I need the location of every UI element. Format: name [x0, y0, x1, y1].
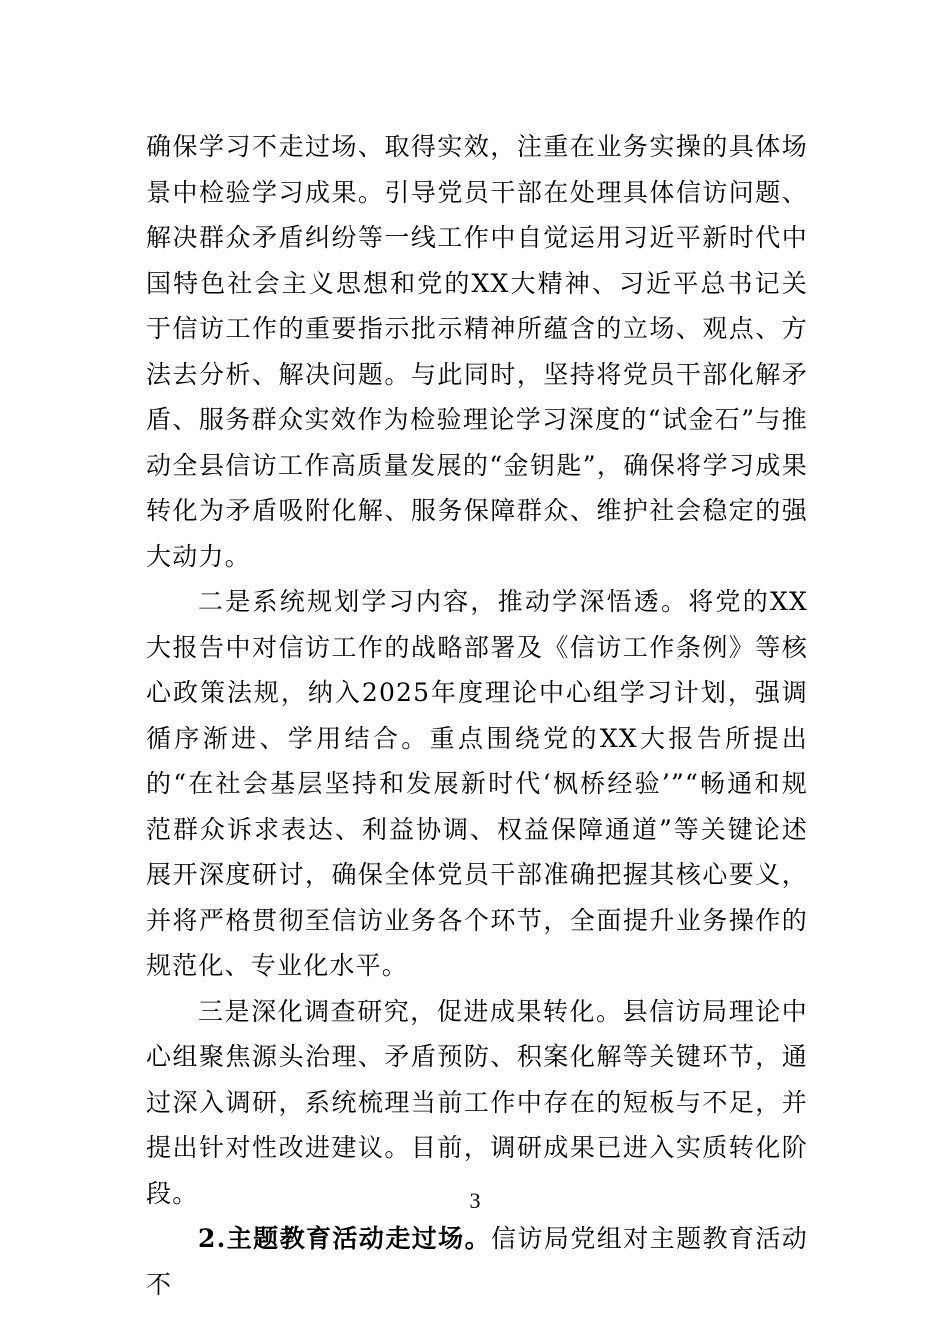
paragraph-text: 确保学习不走过场、取得实效，注重在业务实操的具体场景中检验学习成果。引导党员干部在处理具体信访问题、解决群众矛盾纠纷等一线工作中自觉运用习近平新时代中国特色社会主义思想和党的XX大精神、习近平总书记关于信访工作的重要指示批示精神所蕴含的立场、观点、方法去分析、解决问题。与此同时，坚持将党员干部化解矛盾、服务群众实效作为检验理论学习深度的“试金石”与推动全县信访工作高质量发展的“金钥匙”，确保将学习成果转化为矛盾吸附化解、服务保障群众、维护社会稳定的强大动力。	[146, 132, 808, 571]
paragraph-continuation	[146, 124, 808, 579]
paragraph-text: 二是系统规划学习内容，推动学深悟透。将党的XX大报告中对信访工作的战略部署及《信访工作条例》等核心政策法规，纳入2025年度理论中心组学习计划，强调循序渐进、学用结合。重点围绕党的XX大报告所提出的“在社会基层坚持和发展新时代‘枫桥经验’”“畅通和规范群众诉求表达、利益协调、权益保障通道”等关键论述展开深度研讨，确保全体党员干部准确把握其核心要义，并将严格贯彻至信访业务各个环节，全面提升业务操作的规范化、专业化水平。	[146, 587, 808, 980]
paragraph-text: 三是深化调查研究，促进成果转化。县信访局理论中心组聚焦源头治理、矛盾预防、积案化解等关键环节，通过深入调研，系统梳理当前工作中存在的短板与不足，并提出针对性改进建议。目前，调研成果已进入实质转化阶段。	[146, 996, 808, 1208]
paragraph-section-two	[146, 1216, 808, 1307]
paragraph-text: 信访局党组对主题教育活动不	[146, 1224, 808, 1299]
page-number: 3	[469, 1188, 481, 1213]
section-heading: 2.主题教育活动走过场。	[198, 1224, 492, 1253]
paragraph-point-three	[146, 989, 808, 1217]
paragraph-point-two	[146, 579, 808, 989]
document-body	[146, 124, 808, 1307]
